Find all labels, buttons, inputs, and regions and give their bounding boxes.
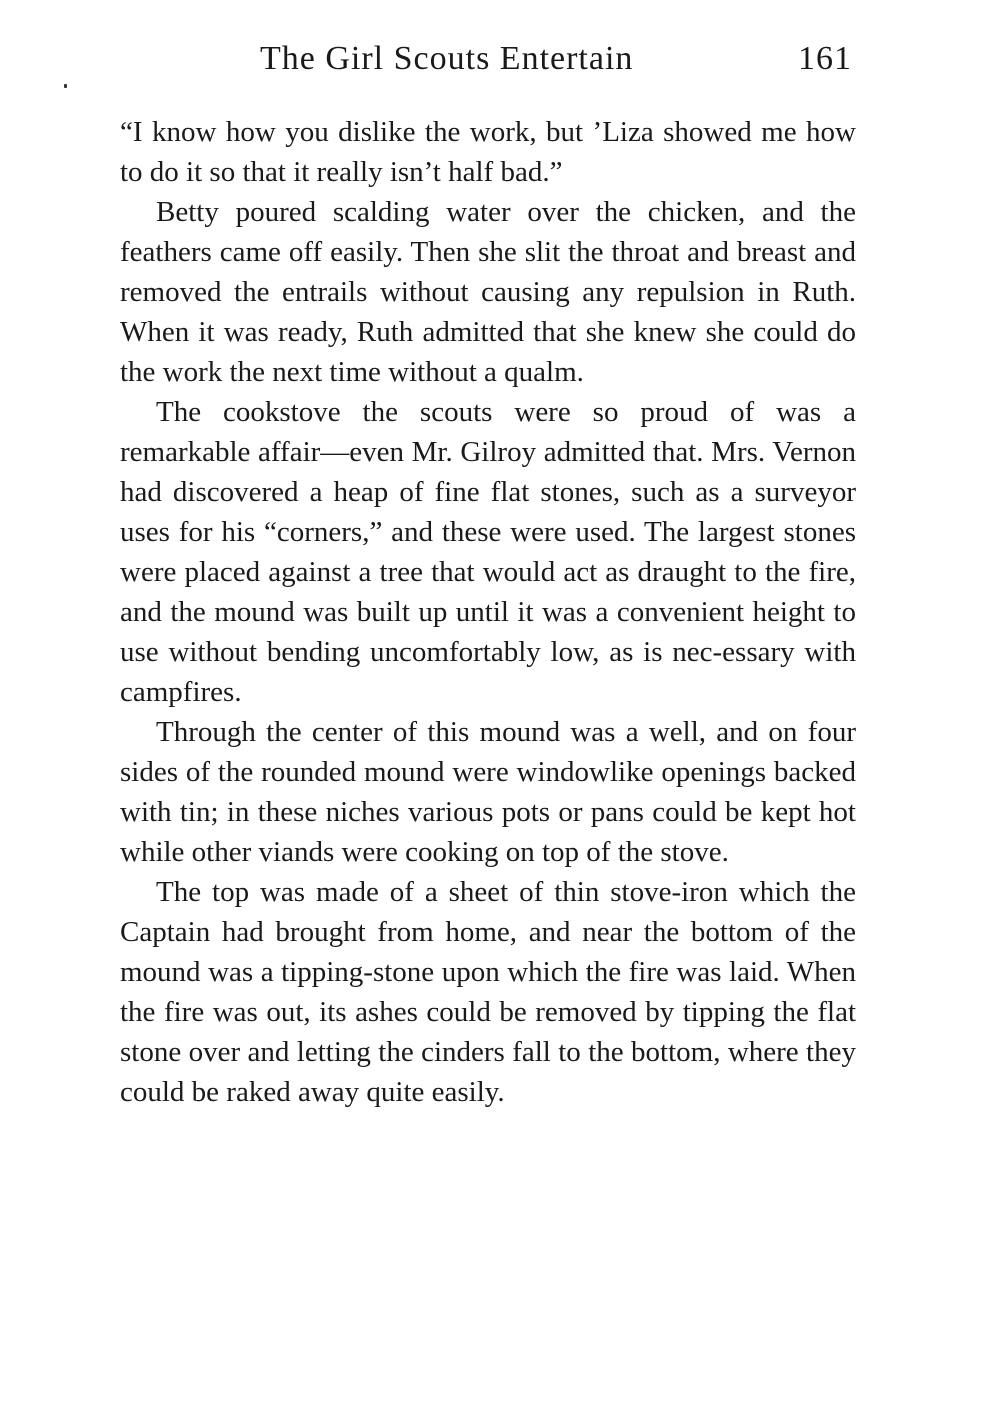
paragraph: Betty poured scalding water over the chicken, and the feathers came off easily. Then she slit the throat and breast and removed the entrails without causing any repulsion in Ruth. When it was ready, Ruth admitted that she knew she could do the work the next time without a qualm. [120,196,856,388]
paragraph: Through the center of this mound was a well, and on four sides of the rounded mound were windowlike openings backed with tin; in these niches various pots or pans could be kept hot while other viands were cooking on top of the stove. [120,716,856,868]
paragraph: The top was made of a sheet of thin stove-iron which the Captain had brought from home, and near the bottom of the mound was a tipping-stone upon which the fire was laid. When the fire was out, its ashes could be removed by tipping the flat stone over and letting the cinders fall to the bottom, where they could be raked away quite easily. [120,876,856,1108]
paragraph: “I know how you dislike the work, but ’Liza showed me how to do it so that it really isn’t half bad.” [120,116,856,188]
page-number: 161 [798,40,852,77]
paragraph: The cookstove the scouts were so proud of was a remarkable affair—even Mr. Gilroy admitted that. Mrs. Vernon had discovered a heap of fine flat stones, such as a surveyor uses for his “corners,” and these were used. The largest stones were placed against a tree that would act as draught to the fire, and the mound was built up until it was a convenient height to use without bending uncomfortably low, as is nec-essary with campfires. [120,396,856,708]
running-head [120,40,856,84]
print-speck [64,84,67,88]
running-title: The Girl Scouts Entertain [260,40,634,77]
body-text [120,112,856,1112]
